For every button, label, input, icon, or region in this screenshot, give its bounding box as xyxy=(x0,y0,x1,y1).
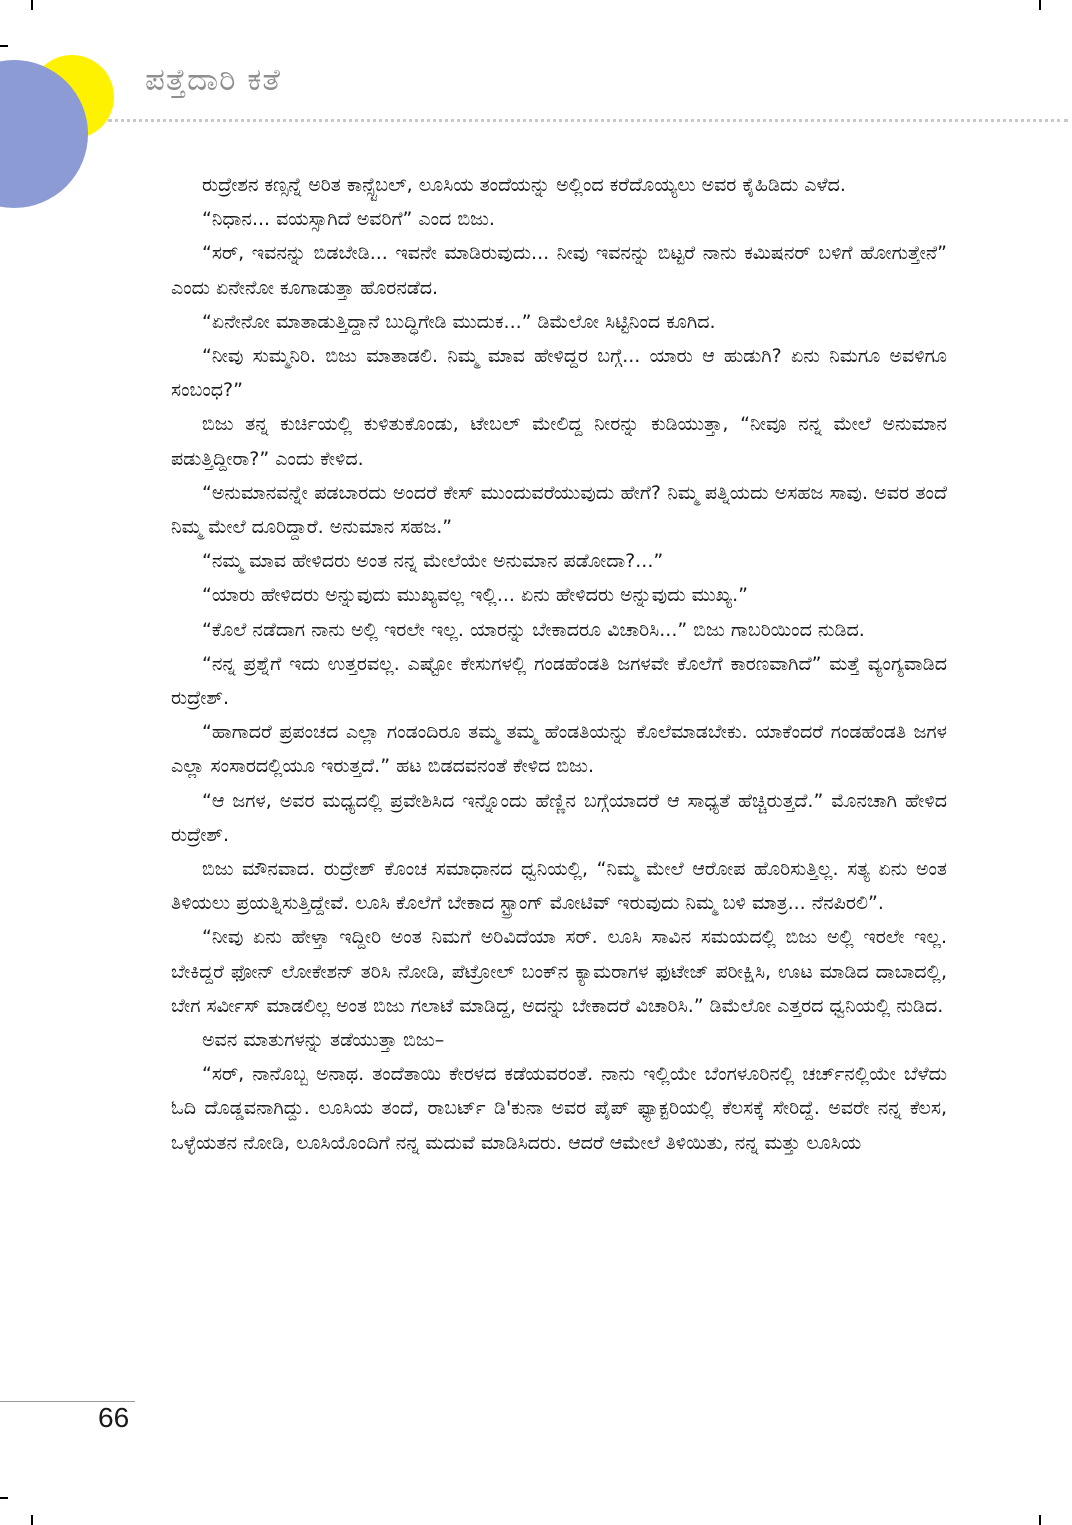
section-title: ಪತ್ತೆದಾರಿ ಕತೆ xyxy=(145,62,281,98)
crop-mark-top-left xyxy=(31,0,33,10)
paragraph: “ಅನುಮಾನವನ್ನೇ ಪಡಬಾರದು ಅಂದರೆ ಕೇಸ್ ಮುಂದುವರೆಯುವುದು ಹೇಗೆ? ನಿಮ್ಮ ಪತ್ನಿಯದು ಅಸಹಜ ಸಾವು. ಅವರ ತಂದೆ ನಿಮ್ಮ ಮೇಲೆ ದೂರಿದ್ದಾರೆ. ಅನುಮಾನ ಸಹಜ.” xyxy=(171,481,947,539)
paragraph: “ಸರ್, ಇವನನ್ನು ಬಿಡಬೇಡಿ... ಇವನೇ ಮಾಡಿರುವುದು... ನೀವು ಇವನನ್ನು ಬಿಟ್ಟರೆ ನಾನು ಕಮಿಷನರ್ ಬಳಿಗೆ ಹೋಗುತ್ತೇನೆ” ಎಂದು ಏನೇನೋ ಕೂಗಾಡುತ್ತಾ ಹೊರನಡೆದ. xyxy=(171,242,947,299)
paragraph: “ಹಾಗಾದರೆ ಪ್ರಪಂಚದ ಎಲ್ಲಾ ಗಂಡಂದಿರೂ ತಮ್ಮ ತಮ್ಮ ಹೆಂಡತಿಯನ್ನು ಕೊಲೆಮಾಡಬೇಕು. ಯಾಕೆಂದರೆ ಗಂಡಹೆಂಡತಿ ಜಗಳ ಎಲ್ಲಾ ಸಂಸಾರದಲ್ಲಿಯೂ ಇರುತ್ತದೆ.” ಹಟ ಬಿಡದವನಂತೆ ಕೇಳಿದ ಬಿಜು. xyxy=(171,721,947,778)
paragraph: “ಸರ್, ನಾನೊಬ್ಬ ಅನಾಥ. ತಂದೆತಾಯಿ ಕೇರಳದ ಕಡೆಯವರಂತೆ. ನಾನು ಇಲ್ಲಿಯೇ ಬೆಂಗಳೂರಿನಲ್ಲಿ ಚರ್ಚ್‌ನಲ್ಲಿಯೇ ಬೆಳೆದು ಓದಿ ದೊಡ್ಡವನಾಗಿದ್ದು. ಲೂಸಿಯ ತಂದೆ, ರಾಬರ್ಟ್ ಡಿ'ಕುನಾ ಅವರ ಪೈಪ್ ಫ್ಯಾಕ್ಟರಿಯಲ್ಲಿ ಕೆಲಸಕ್ಕೆ ಸೇರಿದ್ದೆ. ಅವರೇ ನನ್ನ ಕೆಲಸ, ಒಳ್ಳೆಯತನ ನೋಡಿ, ಲೂಸಿಯೊಂದಿಗೆ ನನ್ನ ಮದುವೆ ಮಾಡಿಸಿದರು. ಆದರೆ ಆಮೇಲೆ ತಿಳಿಯಿತು, ನನ್ನ ಮತ್ತು ಲೂಸಿಯ xyxy=(171,1063,947,1154)
crop-mark-bottom-right xyxy=(1039,1515,1041,1525)
paragraph: ರುದ್ರೇಶನ ಕಣ್ಸನ್ನೆ ಅರಿತ ಕಾನ್ಸ್ಟೆಬಲ್, ಲೂಸಿಯ ತಂದೆಯನ್ನು ಅಲ್ಲಿಂದ ಕರೆದೊಯ್ಯಲು ಅವರ ಕೈಹಿಡಿದು ಎಳೆದ. xyxy=(202,174,846,196)
paragraph: “ಕೊಲೆ ನಡೆದಾಗ ನಾನು ಅಲ್ಲಿ ಇರಲೇ ಇಲ್ಲ. ಯಾರನ್ನು ಬೇಕಾದರೂ ವಿಚಾರಿಸಿ...” ಬಿಜು ಗಾಬರಿಯಿಂದ ನುಡಿದ. xyxy=(202,618,865,641)
crop-mark-top-left-side xyxy=(0,45,8,47)
paragraph: ಬಿಜು ತನ್ನ ಕುರ್ಚಿಯಲ್ಲಿ ಕುಳಿತುಕೊಂಡು, ಟೇಬಲ್ ಮೇಲಿದ್ದ ನೀರನ್ನು ಕುಡಿಯುತ್ತಾ, “ನೀವೂ ನನ್ನ ಮೇಲೆ ಅನುಮಾನ ಪಡುತ್ತಿದ್ದೀರಾ?” ಎಂದು ಕೇಳಿದ. xyxy=(171,413,947,470)
paragraph: “ಯಾರು ಹೇಳಿದರು ಅನ್ನುವುದು ಮುಖ್ಯವಲ್ಲ ಇಲ್ಲಿ... ಏನು ಹೇಳಿದರು ಅನ್ನುವುದು ಮುಖ್ಯ.” xyxy=(202,584,749,607)
paragraph: “ನಮ್ಮ ಮಾವ ಹೇಳಿದರು ಅಂತ ನನ್ನ ಮೇಲೆಯೇ ಅನುಮಾನ ಪಡೋದಾ?...” xyxy=(202,550,664,573)
crop-mark-top-right xyxy=(1039,0,1041,10)
story-body xyxy=(171,168,947,1160)
crop-mark-bottom-left xyxy=(31,1515,33,1525)
page-number: 66 xyxy=(98,1402,130,1433)
paragraph: “ಏನೇನೋ ಮಾತಾಡುತ್ತಿದ್ದಾನೆ ಬುದ್ಧಿಗೇಡಿ ಮುದುಕ...” ಡಿಮೆಲೋ ಸಿಟ್ಟಿನಿಂದ ಕೂಗಿದ. xyxy=(202,310,716,333)
header-dotted-rule xyxy=(108,119,1068,122)
crop-mark-bottom-left-side xyxy=(0,1497,8,1499)
paragraph: “ಆ ಜಗಳ, ಅವರ ಮಧ್ಯದಲ್ಲಿ ಪ್ರವೇಶಿಸಿದ ಇನ್ನೊಂದು ಹೆಣ್ಣಿನ ಬಗ್ಗೆಯಾದರೆ ಆ ಸಾಧ್ಯತೆ ಹೆಚ್ಚಿರುತ್ತದೆ.” ಮೊನಚಾಗಿ ಹೇಳಿದ ರುದ್ರೇಶ್. xyxy=(171,789,947,846)
paragraph: “ನೀವು ಏನು ಹೇಳ್ತಾ ಇದ್ದೀರಿ ಅಂತ ನಿಮಗೆ ಅರಿವಿದೆಯಾ ಸರ್. ಲೂಸಿ ಸಾವಿನ ಸಮಯದಲ್ಲಿ ಬಿಜು ಅಲ್ಲಿ ಇರಲೇ ಇಲ್ಲ. ಬೇಕಿದ್ದರೆ ಫೋನ್ ಲೋಕೇಶನ್ ತರಿಸಿ ನೋಡಿ, ಪೆಟ್ರೋಲ್ ಬಂಕ್‌ನ ಕ್ಯಾಮರಾಗಳ ಫುಟೇಜ್ ಪರೀಕ್ಷಿಸಿ, ಊಟ ಮಾಡಿದ ದಾಬಾದಲ್ಲಿ, ಬೇಗ ಸರ್ವೀಸ್ ಮಾಡಲಿಲ್ಲ ಅಂತ ಬಿಜು ಗಲಾಟೆ ಮಾಡಿದ್ದ, ಅದನ್ನು ಬೇಕಾದರೆ ವಿಚಾರಿಸಿ.” ಡಿಮೆಲೋ ಎತ್ತರದ ಧ್ವನಿಯಲ್ಲಿ ನುಡಿದ. xyxy=(171,926,947,1017)
paragraph: “ನಿಧಾನ... ವಯಸ್ಸಾಗಿದೆ ಅವರಿಗೆ” ಎಂದ ಬಿಜು. xyxy=(202,208,495,231)
paragraph: “ನೀವು ಸುಮ್ಮನಿರಿ. ಬಿಜು ಮಾತಾಡಲಿ. ನಿಮ್ಮ ಮಾವ ಹೇಳಿದ್ದರ ಬಗ್ಗೆ... ಯಾರು ಆ ಹುಡುಗಿ? ಏನು ನಿಮಗೂ ಅವಳಿಗೂ ಸಂಬಂಧ?” xyxy=(171,345,947,402)
paragraph: “ನನ್ನ ಪ್ರಶ್ನೆಗೆ ಇದು ಉತ್ತರವಲ್ಲ. ಎಷ್ಟೋ ಕೇಸುಗಳಲ್ಲಿ ಗಂಡಹೆಂಡತಿ ಜಗಳವೇ ಕೊಲೆಗೆ ಕಾರಣವಾಗಿದೆ” ಮತ್ತೆ ವ್ಯಂಗ್ಯವಾಡಿದ ರುದ್ರೇಶ್. xyxy=(171,652,947,710)
paragraph: ಬಿಜು ಮೌನವಾದ. ರುದ್ರೇಶ್ ಕೊಂಚ ಸಮಾಧಾನದ ಧ್ವನಿಯಲ್ಲಿ, “ನಿಮ್ಮ ಮೇಲೆ ಆರೋಪ ಹೊರಿಸುತ್ತಿಲ್ಲ. ಸತ್ಯ ಏನು ಅಂತ ತಿಳಿಯಲು ಪ್ರಯತ್ನಿಸುತ್ತಿದ್ದೇವೆ. ಲೂಸಿ ಕೊಲೆಗೆ ಬೇಕಾದ ಸ್ಟ್ರಾಂಗ್ ಮೋಟಿವ್ ಇರುವುದು ನಿಮ್ಮ ಬಳಿ ಮಾತ್ರ... ನೆನಪಿರಲಿ”. xyxy=(171,858,947,915)
paragraph: ಅವನ ಮಾತುಗಳನ್ನು ತಡೆಯುತ್ತಾ ಬಿಜು– xyxy=(202,1029,445,1052)
